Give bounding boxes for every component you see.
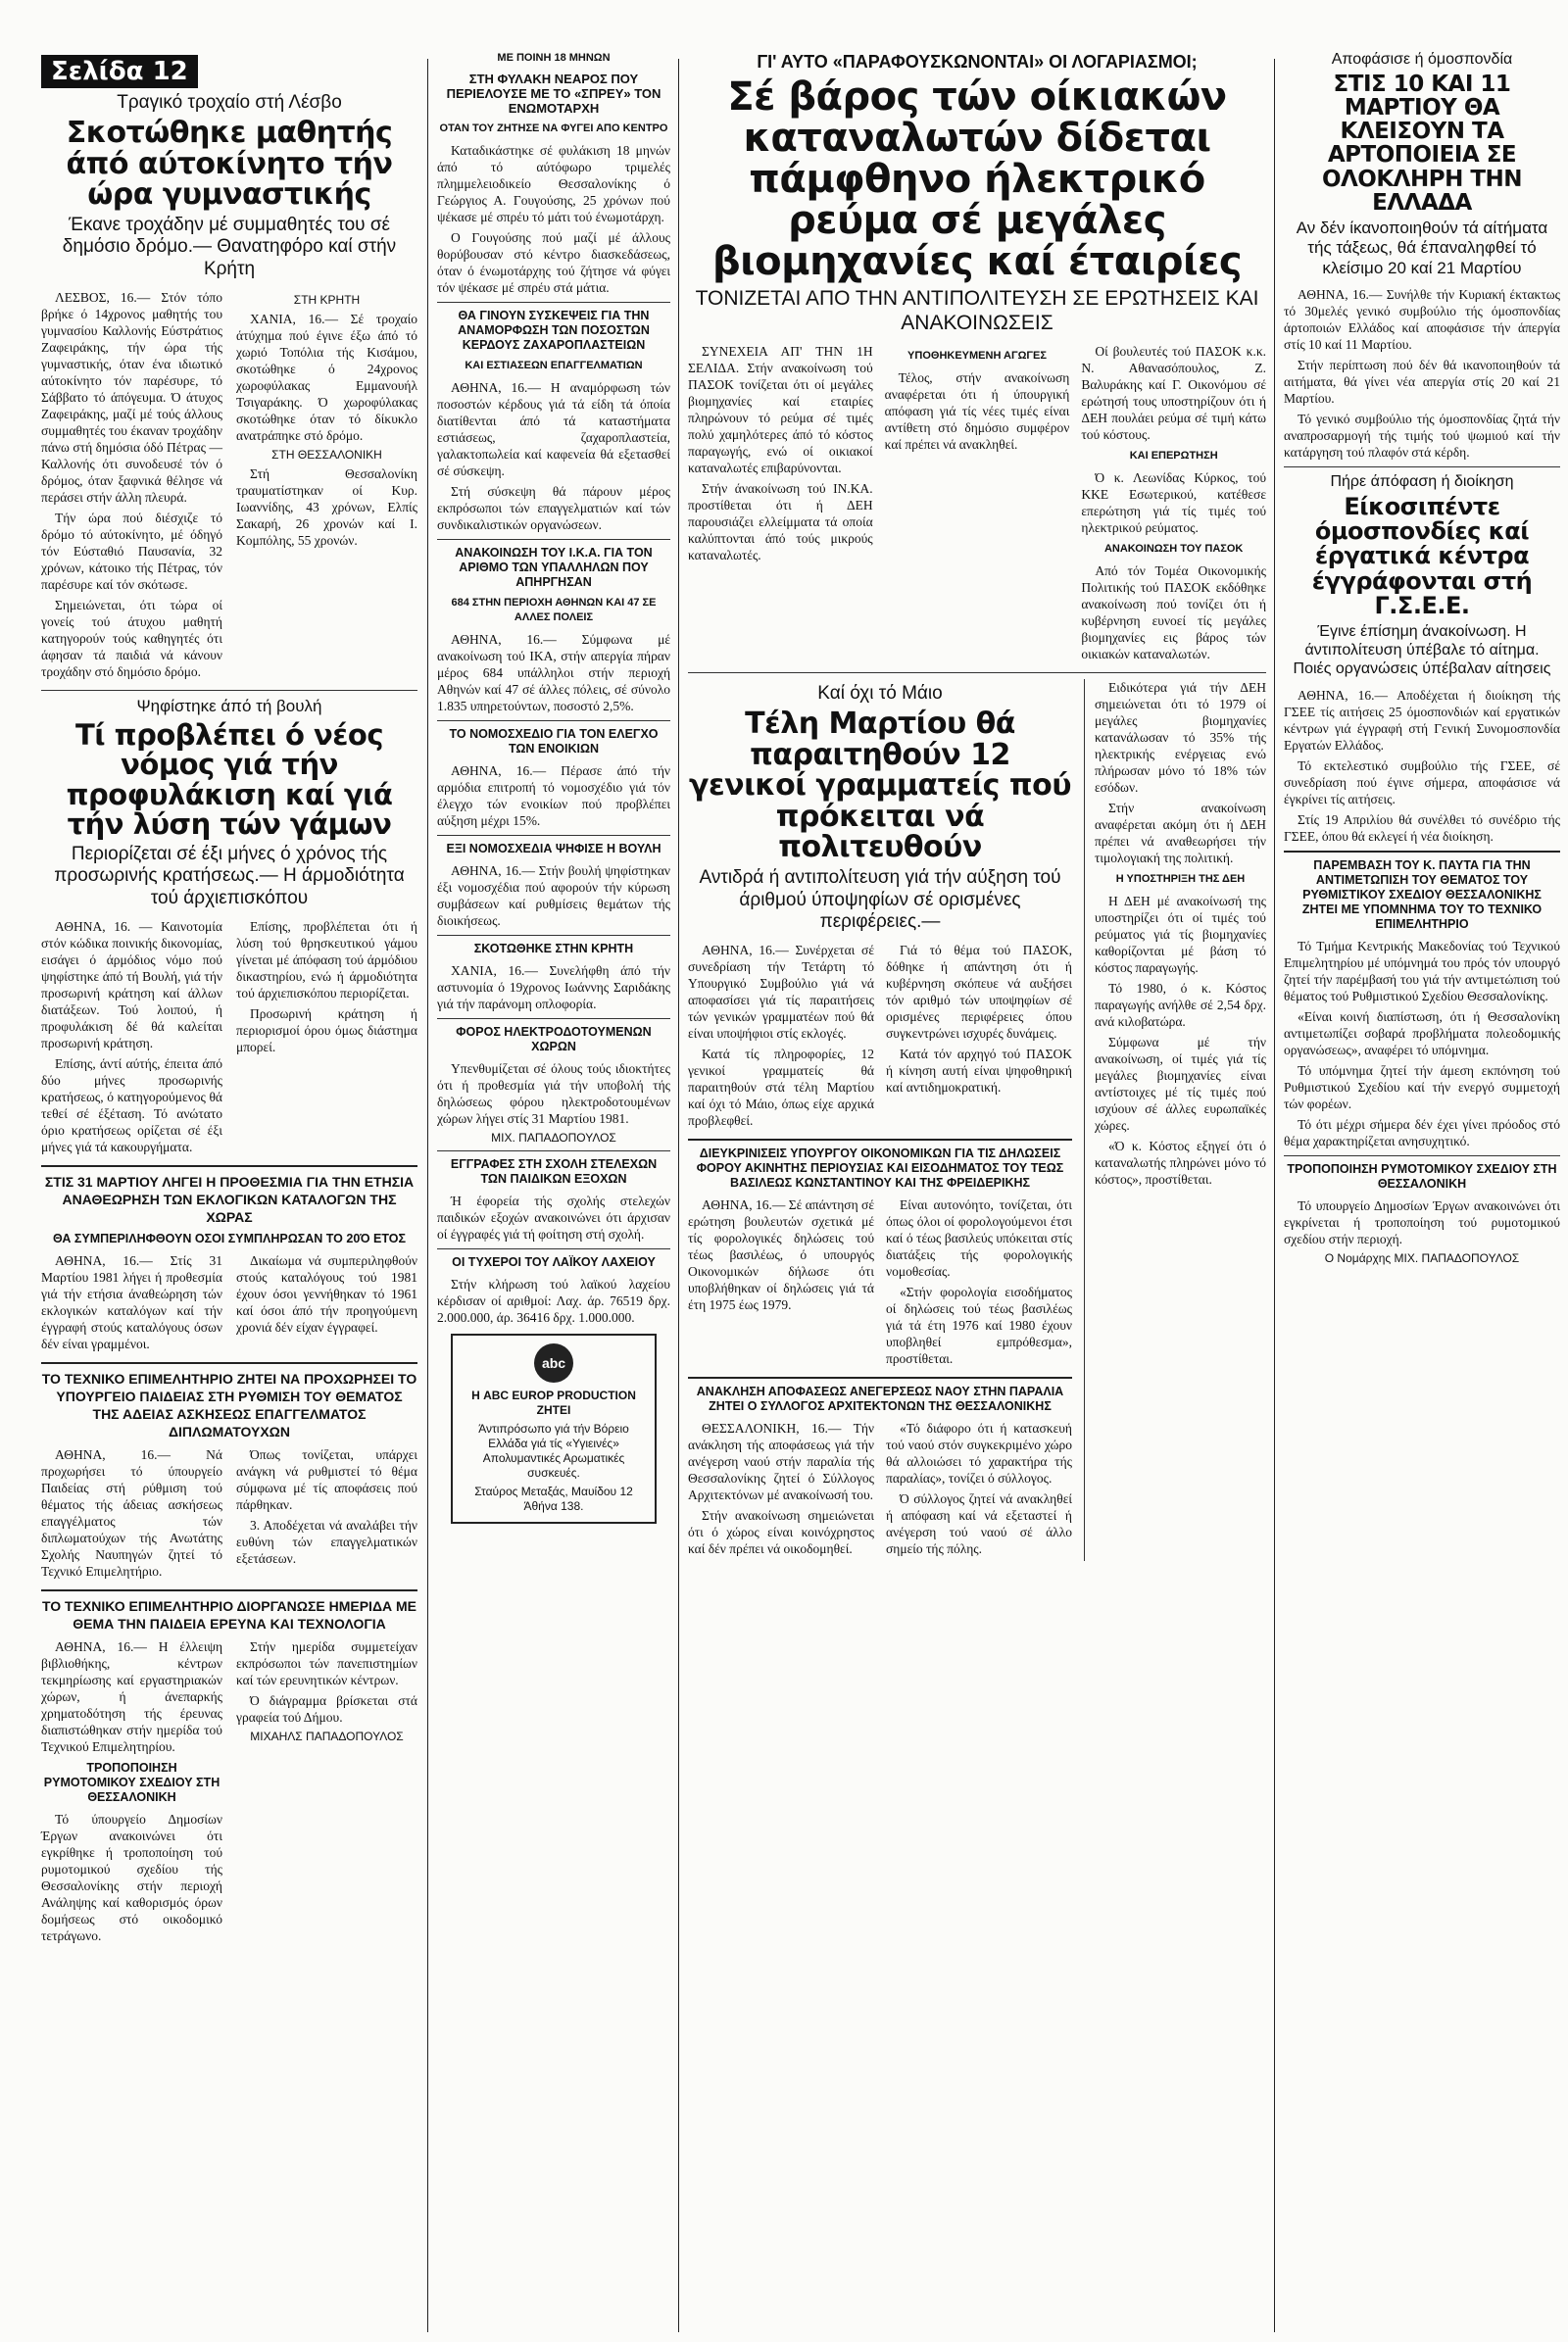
divider bbox=[437, 720, 670, 721]
article-kicker: ΓΙ' ΑΥΤΟ «ΠΑΡΑΦΟΥΣΚΩΝΟΝΤΑΙ» ΟΙ ΛΟΓΑΡΙΑΣΜΟΙ; bbox=[757, 52, 1198, 72]
signature: Ο Νομάρχης ΜΙΧ. ΠΑΠΑΔΟΠΟΥΛΟΣ bbox=[1324, 1250, 1520, 1265]
article-kicker: Καί όχι τό Μάιο bbox=[817, 683, 943, 705]
section-subhead: ΑΝΑΚΟΙΝΩΣΗ ΤΟΥ ΠΑΣΟΚ bbox=[1103, 543, 1244, 556]
article-headline: ΟΙ ΤΥΧΕΡΟΙ ΤΟΥ ΛΑΪΚΟΥ ΛΑΧΕΙΟΥ bbox=[452, 1255, 656, 1269]
article-headline: ΠΑΡΕΜΒΑΣΗ ΤΟΥ Κ. ΠΑΥΤΑ ΓΙΑ ΤΗΝ ΑΝΤΙΜΕΤΩΠΙΣΗ ΤΟΥ ΘΕΜΑΤΟΣ ΤΟΥ ΡΥΘΜΙΣΤΙΚΟΥ ΣΧΕΔΙΟΥ ΘΕΣΣΑΛΟΝΙΚΗΣ ΖΗΤΕΙ ΜΕ ΥΠΟΜΝΗΜΑ ΤΟΥ ΤΟ ΤΕΧΝΙΚΟ ΕΠΙΜΕΛΗΤΗΡΙΟ bbox=[1301, 857, 1543, 931]
article-headline: ΣΚΟΤΩΘΗΚΕ ΣΤΗΝ ΚΡΗΤΗ bbox=[473, 942, 634, 955]
article-paragraph: Στίς 19 Απριλίου θά συνέλθει τό συνέδριο τής ΓΣΕΕ, όπου θά εκλεγεί ή νέα διοίκηση. bbox=[1284, 811, 1560, 844]
divider bbox=[41, 1589, 417, 1591]
classified-ad bbox=[451, 1334, 657, 1524]
article-paragraph: Στήν κλήρωση τού λαϊκού λαχείου κέρδισαν οί αριθμοί: Λαχ. άρ. 76519 δρχ. 2.000.000, άρ. 36416 δρχ. 1.000.000. bbox=[437, 1277, 670, 1325]
article-thessaloniki-plan bbox=[1284, 858, 1560, 1149]
article-paragraph: Τό εκτελεστικό συμβούλιο τής ΓΣΕΕ, σέ συνεδρίαση πού έγινε σήμερα, αποφάσισε νά έγκρίνει τίς αιτήσεις. bbox=[1284, 757, 1560, 806]
section-subhead: ΥΠΟΘΗΚΕΥΜΕΝΗ ΑΓΩΓΕΣ bbox=[907, 350, 1047, 363]
article-lesvos-accident bbox=[41, 92, 417, 684]
article-paragraph: ΑΘΗΝΑ, 16. — Καινοτομία στόν κώδικα ποινικής δικονομίας, εισάγει ό άρμόδιος νόμο πού ψηφίστηκε άπό τή Βουλή, γιά τήν προσωρινή κράτηση καί άλλων διατάξεων. Τού λοιπού, ή προφυλάκιση δέ θά καλείται προσωρινή κράτηση. bbox=[41, 919, 222, 1051]
divider bbox=[437, 302, 670, 303]
divider bbox=[41, 1362, 417, 1364]
article-headline: ΣΤΙΣ 31 ΜΑΡΤΙΟΥ ΛΗΓΕΙ Η ΠΡΟΘΕΣΜΙΑ ΓΙΑ ΤΗΝ ΕΤΗΣΙΑ ΑΝΑΘΕΩΡΗΣΗ ΤΩΝ ΕΚΛΟΓΙΚΩΝ ΚΑΤΑΛΟΓΩΝ ΤΗΣ ΧΩΡΑΣ bbox=[44, 1174, 415, 1226]
article-secretaries-resign bbox=[688, 683, 1072, 1133]
section-subhead: ΣΤΗ ΘΕΣΣΑΛΟΝΙΚΗ bbox=[271, 447, 382, 462]
divider bbox=[437, 1150, 670, 1151]
article-headline: ΤΟ ΤΕΧΝΙΚΟ ΕΠΙΜΕΛΗΤΗΡΙΟ ΖΗΤΕΙ ΝΑ ΠΡΟΧΩΡΗΣΕΙ ΤΟ ΥΠΟΥΡΓΕΙΟ ΠΑΙΔΕΙΑΣ ΣΤΗ ΡΥΘΜΙΣΗ ΤΟΥ ΘΕΜΑΤΟΣ ΤΗΣ ΑΔΕΙΑΣ ΑΣΚΗΣΕΩΣ ΕΠΑΓΓΕΛΜΑΤΟΣ ΔΙΠΛΩΜΑΤΟΥΧΩΝ bbox=[41, 1371, 417, 1440]
article-paragraph: ΛΕΣΒΟΣ, 16.— Στόν τόπο βρήκε ό 14χρονος μαθητής του γυμνασίου Καλλονής Εύστράτιος Ζαφειράκης, τήν ώρα τής γυμναστικής, όταν ένα ιδιωτικό αύτοκίνητο τόν παρέσυρε, τό Σάββατο τό άπόγευμα. Ό άτυχος Ζαφειράκης, μαζί μέ τούς άλλους συμμαθητές του έκαναν τροχάδην πάνω στή δημόσια όδό Πέτρας — Καλλονής ότι συνοδευσέ τόν ό δρόμος, όταν ξαφνικά θέλησε νά περάσει στήν άλλη πλευρά. bbox=[41, 289, 222, 505]
signature: ΜΙΧΑΗΛΣ ΠΑΠΑΔΟΠΟΥΛΟΣ bbox=[250, 1730, 404, 1744]
article-camp-school bbox=[437, 1157, 670, 1243]
ad-body: Άντιπρόσωπο γιά τήν Βόρειο Ελλάδα γιά τίς «Υγιεινές» Απολυμαντικές Αρωματικές συσκευές. bbox=[478, 1422, 629, 1480]
article-paragraph: Στή σύσκεψη θά πάρουν μέρος εκπρόσωποι τών επαγγελματιών καί τών συνδικαλιστικών οργανώσεων. bbox=[437, 484, 670, 532]
article-rent-control bbox=[437, 727, 670, 829]
article-paragraph: Στήν άνακοίνωση τού ΙΝ.ΚΑ. προστίθεται ότι ή ΔΕΗ παρουσιάζει ελλείμματα τά οποία καλύπτονται άπό τούς μικρούς καταναλωτές. bbox=[688, 481, 873, 563]
article-headline: ΑΝΑΚΛΗΣΗ ΑΠΟΦΑΣΕΩΣ ΑΝΕΓΕΡΣΕΩΣ ΝΑΟΥ ΣΤΗΝ ΠΑΡΑΛΙΑ ΖΗΤΕΙ Ο ΣΥΛΛΟΓΟΣ ΑΡΧΙΤΕΚΤΟΝΩΝ ΤΗΣ ΘΕΣΣΑΛΟΝΙΚΗΣ bbox=[696, 1385, 1064, 1414]
article-church-seafront bbox=[688, 1385, 1072, 1561]
article-paragraph: ΣΥΝΕΧΕΙΑ ΑΠ' ΤΗΝ 1Η ΣΕΛΙΔΑ. Στήν ανακοίνωση τού ΠΑΣΟΚ τονίζεται ότι οί μεγάλες βιομηχανίες καί εταιρίες πληρώνουν τό ρεύμα σέ τιμές πολύ χαμηλότερες άπό τό κόστος παραγωγής, ενώ οί οικιακοί καταναλωτές επιβαρύνονται. bbox=[688, 344, 873, 476]
article-paragraph: Τό 1980, ό κ. Κόστος παραγωγής ανήλθε σέ 2,54 δρχ. ανά κιλοβατώρα. bbox=[1095, 981, 1266, 1030]
article-paragraph: Τό υπουργείο Δημοσίων Έργων ανακοινώνει ότι εγκρίνεται ή τροποποίηση τού ρυμοτομικού σχεδίου στήν περιοχή. bbox=[1284, 1197, 1560, 1246]
article-kicker: ΜΕ ΠΟΙΝΗ 18 ΜΗΝΩΝ bbox=[497, 52, 611, 64]
article-headline: ΣΤΙΣ 10 ΚΑΙ 11 ΜΑΡΤΙΟΥ ΘΑ ΚΛΕΙΣΟΥΝ ΤΑ ΑΡΤΟΠΟΙΕΙΑ ΣΕ ΟΛΟΚΛΗΡΗ ΤΗΝ ΕΛΛΑΔΑ bbox=[1321, 72, 1523, 216]
divider bbox=[1284, 1155, 1560, 1156]
article-bakeries-strike bbox=[1284, 51, 1560, 461]
article-paragraph: Προσωρινή κράτηση ή περιορισμοί όρου όμως διάστημα μπορεί. bbox=[236, 1006, 417, 1055]
divider bbox=[1284, 851, 1560, 853]
article-subheadline: 684 ΣΤΗΝ ΠΕΡΙΟΧΗ ΑΘΗΝΩΝ ΚΑΙ 47 ΣΕ ΑΛΛΕΣ ΠΟΛΕΙΣ bbox=[451, 597, 657, 623]
divider bbox=[41, 690, 417, 691]
article-kicker: Ψηφίστηκε άπό τή βουλή bbox=[136, 696, 322, 715]
article-kicker: Πήρε άπόφαση ή διοίκηση bbox=[1330, 473, 1514, 491]
divider bbox=[437, 1248, 670, 1249]
column-4 bbox=[1284, 0, 1560, 1269]
page-number-badge bbox=[41, 55, 417, 88]
article-paragraph: Τό γενικό συμβούλιο τής όμοσπονδίας ζητά τήν αναπροσαρμογή τής τιμής τού ψωμιού καί τήν κατάργηση τού πλαφόν στά κέρδη. bbox=[1284, 412, 1560, 461]
article-gsee-registration bbox=[1284, 473, 1560, 845]
article-headline: ΦΟΡΟΣ ΗΛΕΚΤΡΟΔΟΤΟΥΜΕΝΩΝ ΧΩΡΩΝ bbox=[456, 1025, 652, 1053]
article-paragraph: Ο Γουγούσης πού μαζί μέ άλλους θορύβουσαν στό κέντρο διασκεδάσεως, όταν ό ένωμοτάρχης τού ζήτησε νά φύγει τόν ψέκασε μέ σπρέυ στά μάτια. bbox=[437, 230, 670, 295]
article-paragraph: ΧΑΝΙΑ, 16.— Συνελήφθη άπό τήν αστυνομία ό 19χρονος Ιωάννης Σαριδάκης γιά τήν παράνομη οπλοφορία. bbox=[437, 963, 670, 1011]
divider bbox=[437, 935, 670, 936]
column-2 bbox=[437, 0, 670, 1532]
article-paragraph: Από τόν Τομέα Οικονομικής Πολιτικής τού ΠΑΣΟΚ εκδόθηκε ανακοίνωση πού τονίζει ότι ή κυβέρνηση ευνοεί τίς μεγάλες βιομηχανίες εις βάρος τών οικιακών καταναλωτών. bbox=[1081, 563, 1267, 662]
article-deck: Έγινε έπίσημη άνακοίνωση. Η άντιπολίτευση ύπέβαλε τό αίτημα. Ποιές οργανώσεις ύπέβαλαν αίτησεις bbox=[1293, 622, 1551, 678]
article-paragraph: ΑΘΗΝΑ, 16.— Συνήλθε τήν Κυριακή έκτακτως τό 30μελές γενικό συμβούλιο τής όμοσπονδίας άρτοποιών Ελλάδος καί αποφάσισε τήν άπεργία στίς 10 καί 11 Μαρτίου. bbox=[1284, 287, 1560, 353]
article-headline: Σέ βάρος τών οίκιακών καταναλωτών δίδεται πάμφθηνο ήλεκτρικό ρεύμα σέ μεγάλες βιομηχανίες καί έταιρίες bbox=[711, 74, 1243, 284]
article-paragraph: Όπως τονίζεται, υπάρχει ανάγκη νά ρυθμιστεί τό θέμα σύμφωνα μέ τίς αποφάσεις πού πάρθηκαν. bbox=[236, 1447, 417, 1513]
article-headline: ΘΑ ΓΙΝΟΥΝ ΣΥΣΚΕΨΕΙΣ ΓΙΑ ΤΗΝ ΑΝΑΜΟΡΦΩΣΗ ΤΩΝ ΠΟΣΟΣΤΩΝ ΚΕΡΔΟΥΣ ΖΑΧΑΡΟΠΛΑΣΤΕΙΩΝ bbox=[458, 309, 650, 352]
article-six-bills bbox=[437, 842, 670, 929]
article-headline: Τέλη Μαρτίου θά παραιτηθούν 12 γενικοί γραμματείς πού πρόκειται νά πολιτευθούν bbox=[689, 707, 1071, 865]
column-rule bbox=[1274, 59, 1275, 2332]
article-paragraph: Κατά τόν αρχηγό τού ΠΑΣΟΚ ή κίνηση αυτή είναι ψηφοθηρική καί αντιδημοκρατική. bbox=[886, 1047, 1072, 1096]
article-paragraph: Τήν ώρα πού διέσχιζε τό δρόμο τό αύτοκίνητο, μέ όδηγό τόν Εύσταθιό Παυσανία, 32 χρόνων, κάτοικο τής Πέτρας, τόν παρέσυρε καί τόν σκότωσε. bbox=[41, 510, 222, 592]
article-paragraph: ΧΑΝΙΑ, 16.— Σέ τροχαίο άτύχημα πού έγινε έξω άπό τό χωριό Τοπόλια τής Κισάμου, σκοτώθηκε ό 24χρονος χωροφύλακας Εμμανουήλ Τσιγαράκης. Ό χωροφύλακας σκοτώθηκε όταν τό δίκυκλο ανατράπηκε στό δρόμο. bbox=[236, 311, 417, 443]
ad-contact: Σταύρος Μεταξάς, Μαυίδου 12 Άθήνα 138. bbox=[474, 1485, 633, 1513]
article-paragraph: ΑΘΗΝΑ, 16.— Σέ απάντηση σέ ερώτηση βουλευτών σχετικά μέ τίς φορολογικές δηλώσεις τού τέως βασιλέως, ό υπουργός Οικονομικών δήλωσε ότι υποβλήθηκαν οί δηλώσεις γιά τά έτη 1975 έως 1979. bbox=[688, 1197, 874, 1313]
article-paragraph: Κατά τίς πληροφορίες, 12 γενικοί γραμματείς θά παραιτηθούν στά τέλη Μαρτίου καί όχι τό Μάιο, όπως είχε αρχικά προβλεφθεί. bbox=[688, 1047, 874, 1129]
article-paragraph: ΑΘΗΝΑ, 16.— Στίς 31 Μαρτίου 1981 λήγει ή προθεσμία γιά τήν ετήσια άναθεώρηση τών εκλογικών καταλόγων καί τήν έγγραφή στούς καταλόγους όσων δέν είναι γραμμένοι. bbox=[41, 1253, 222, 1352]
article-electricity-tax bbox=[437, 1025, 670, 1145]
article-spray-prison bbox=[437, 51, 670, 296]
article-paragraph: Υπενθυμίζεται σέ όλους τούς ιδιοκτήτες ότι ή προθεσμία γιά τήν υποβολή τής δηλώσεως φόρου ηλεκτροδοτουμένων χώρων λήγει στίς 31 Μαρτίου 1981. bbox=[437, 1061, 670, 1126]
article-paragraph: «Τό διάφορο ότι ή κατασκευή τού ναού στόν συγκεκριμένο χώρο θά αλλοιώσει τό χαρακτήρα τής παραλίας», τονίζει ό σύλλογος. bbox=[886, 1421, 1072, 1487]
article-paragraph: «Στήν φορολογία εισοδήματος οί δηλώσεις τού τέως βασιλέως γιά τά έτη 1976 καί 1980 έχουν υποβληθεί εμπρόθεσμα», προστίθεται. bbox=[886, 1285, 1072, 1367]
article-paragraph: Η ΔΕΗ μέ ανακοίνωσή της υποστηρίζει ότι οί τιμές τού ρεύματος γιά τίς βιομηχανίες καθορίζονται μέ βάση τό κόστος παραγωγής. bbox=[1095, 894, 1266, 976]
article-lottery bbox=[437, 1255, 670, 1326]
article-headline: Τί προβλέπει ό νέος νόμος γιά τήν προφυλάκιση καί γιά τήν λύση τών γάμων bbox=[66, 717, 393, 842]
article-electoral-lists bbox=[41, 1173, 417, 1356]
article-deck: Έκανε τροχάδην μέ συμμαθητές του σέ δημόσιο δρόμο.— Θανατηφόρο καί στήν Κρήτη bbox=[62, 214, 397, 280]
article-paragraph: Επίσης, άντί αύτής, έπειτα άπό δύο μήνες προσωρινής κρατήσεως, ό κατηγορούμενος θά τεθεί σέ έξέταση. Τό ανώτατο όριο κρατήσεως ορίζεται σέ έξι μήνες γιά τά κακουργήματα. bbox=[41, 1056, 222, 1155]
article-headline: ΤΡΟΠΟΠΟΙΗΣΗ ΡΥΜΟΤΟΜΙΚΟΥ ΣΧΕΔΙΟΥ ΣΤΗ ΘΕΣΣΑΛΟΝΙΚΗ bbox=[1287, 1161, 1557, 1191]
article-paragraph: ΑΘΗΝΑ, 16.— Πέρασε άπό τήν αρμόδια επιτροπή τό νομοσχέδιο γιά τόν έλεγχο τών ενοικίων πού προβλέπει αύξηση μέχρι 15%. bbox=[437, 763, 670, 828]
divider bbox=[1284, 466, 1560, 467]
article-subheadline: ΟΤΑΝ ΤΟΥ ΖΗΤΗΣΕ ΝΑ ΦΥΓΕΙ ΑΠΟ ΚΕΝΤΡΟ bbox=[439, 122, 668, 134]
divider bbox=[688, 672, 1266, 673]
section-subhead: Η ΥΠΟΣΤΗΡΙΞΗ ΤΗΣ ΔΕΗ bbox=[1115, 873, 1246, 886]
article-subheadline: ΚΑΙ ΕΣΤΙΑΣΕΩΝ ΕΠΑΓΓΕΛΜΑΤΙΩΝ bbox=[465, 360, 643, 371]
ad-title: Η ABC EUROP PRODUCTION ΖΗΤΕΙ bbox=[471, 1389, 636, 1417]
article-paragraph: 3. Αποδέχεται νά αναλάβει τήν ευθύνη τών επαγγελματικών εξετάσεων. bbox=[236, 1518, 417, 1567]
article-paragraph: Τέλος, στήν ανακοίνωση αναφέρεται ότι ή ύπουργική απόφαση γιά τίς νέες τιμές είναι αντίθετη στό δημόσιο συμφέρον καί πρέπει νά ανακληθεί. bbox=[884, 370, 1070, 453]
article-electricity-prices bbox=[688, 53, 1266, 666]
article-paragraph: Τό ότι μέχρι σήμερα δέν έχει γίνει πρόοδος στό θέμα χαρακτηρίζεται ανησυχητικό. bbox=[1284, 1116, 1560, 1148]
article-paragraph: Τό υπόμνημα ζητεί τήν άμεση εκπόνηση τού Ρυθμιστικού Σχεδίου καί τήν ενεργό συμμετοχή τών φορέων. bbox=[1284, 1062, 1560, 1111]
article-paragraph: ΑΘΗΝΑ, 16.— Στήν βουλή ψηφίστηκαν έξι νομοσχέδια πού αφορούν τήν κύρωση συμβάσεων καί ρυθμίσεις θεμάτων τής διοικήσεως. bbox=[437, 863, 670, 928]
article-technical-chamber-seminar bbox=[41, 1597, 417, 1948]
article-paragraph: ΑΘΗΝΑ, 16.— Η αναμόρφωση τών ποσοστών κέρδους γιά τά είδη τά όποία διατίθενται άπό τά καταστήματα εστιάσεως, ζαχαροπλαστεία, γαλακτοπωλεία καί καφενεία θά εξετασθεί σέ σύσκεψη. bbox=[437, 380, 670, 478]
column-rule bbox=[427, 59, 428, 2332]
article-headline: ΤΟ ΤΕΧΝΙΚΟ ΕΠΙΜΕΛΗΤΗΡΙΟ ΔΙΟΡΓΑΝΩΣΕ ΗΜΕΡΙΔΑ ΜΕ ΘΕΜΑ ΤΗΝ ΠΑΙΔΕΙΑ ΕΡΕΥΝΑ ΚΑΙ ΤΕΧΝΟΛΟΓΙΑ bbox=[41, 1598, 417, 1633]
article-headline: Είκοσιπέντε όμοσπονδίες καί έργατικά κέντρα έγγράφονται στή Γ.Σ.Ε.Ε. bbox=[1311, 493, 1533, 619]
signature: ΜΙΧ. ΠΑΠΑΔΟΠΟΥΛΟΣ bbox=[491, 1131, 616, 1145]
column-rule bbox=[678, 59, 679, 2332]
article-paragraph: ΑΘΗΝΑ, 16.— Σύμφωνα μέ ανακοίνωση τού ΙΚΑ, στήν απεργία πήραν μέρος 684 υπάλληλοι στήν περιοχή Αθηνών καί 47 σέ άλλες πόλεις, σέ σύνολο 1.835 υπηρετούντων, ποσοστό 2,5%. bbox=[437, 632, 670, 713]
article-paragraph: Ό σύλλογος ζητεί νά ανακληθεί ή απόφαση καί νά εξεταστεί ή ανέγερση τού ναού σέ άλλο σημείο τής πόλης. bbox=[886, 1491, 1072, 1557]
article-headline: ΕΓΓΡΑΦΕΣ ΣΤΗ ΣΧΟΛΗ ΣΤΕΛΕΧΩΝ ΤΩΝ ΠΑΙΔΙΚΩΝ ΕΞΟΧΩΝ bbox=[450, 1157, 658, 1186]
article-crete bbox=[437, 942, 670, 1012]
article-headline: ΣΤΗ ΦΥΛΑΚΗ ΝΕΑΡΟΣ ΠΟΥ ΠΕΡΙΕΛΟΥΣΕ ΜΕ ΤΟ «ΣΠΡΕΥ» ΤΟΝ ΕΝΩΜΟΤΑΡΧΗ bbox=[446, 72, 662, 116]
section-subhead: ΣΤΗ ΚΡΗΤΗ bbox=[293, 292, 361, 307]
divider bbox=[688, 1377, 1072, 1379]
article-electricity-continued bbox=[1084, 679, 1266, 1561]
article-subheadline: ΤΡΟΠΟΠΟΙΗΣΗ ΡΥΜΟΤΟΜΙΚΟΥ ΣΧΕΔΙΟΥ ΣΤΗ ΘΕΣΣΑΛΟΝΙΚΗ bbox=[43, 1761, 220, 1805]
article-paragraph: Δικαίωμα νά συμπεριληφθούν στούς καταλόγους τού 1981 έχουν όσοι γεννήθηκαν τό 1961 καί όσοι άπό τήν προηγούμενη χρονιά δέν είχαν έγγραφεί. bbox=[236, 1253, 417, 1336]
article-headline: ΑΝΑΚΟΙΝΩΣΗ ΤΟΥ Ι.Κ.Α. ΓΙΑ ΤΟΝ ΑΡΙΘΜΟ ΤΩΝ ΥΠΑΛΛΗΛΩΝ ΠΟΥ ΑΠΗΡΓΗΣΑΝ bbox=[455, 546, 653, 589]
article-paragraph: Καταδικάστηκε σέ φυλάκιση 18 μηνών άπό τό αύτόφωρο τριμελές πλημμελειοδικείο Θεσσαλονίκης ό Γεώργιος Α. Γουγούσης, 25 χρόνων πού ψέκασε μέ σπρέυ τό μάτι τού ένωμοτάρχη. bbox=[437, 143, 670, 224]
divider bbox=[688, 1139, 1072, 1141]
article-paragraph: Στή Θεσσαλονίκη τραυματίστηκαν οί Κυρ. Ιωαννίδης, 43 χρόνων, Ελπίς Σακαρή, 26 χρονών καί Ι. Κομπόλης, 55 χρονών. bbox=[236, 465, 417, 548]
article-paragraph: Ειδικότερα γιά τήν ΔΕΗ σημειώνεται ότι τό 1979 οί μεγάλες βιομηχανίες κατανάλωσαν τό 35% τής ηλεκτρικής ενέργειας ενώ πλήρωσαν μόνο τό 18% τών εσόδων. bbox=[1095, 680, 1266, 796]
article-ika-strike bbox=[437, 546, 670, 714]
article-paragraph: Στήν ανακοίνωση σημειώνεται ότι ό χώρος είναι κοινόχρηστος καί δέν πρέπει νά οικοδομηθεί. bbox=[688, 1508, 874, 1557]
article-paragraph: ΑΘΗΝΑ, 16.— Αποδέχεται ή διοίκηση τής ΓΣΕΕ τίς αιτήσεις 25 όμοσπονδιών καί εργατικών κέντρων γιά έγγραφή στή Γενική Συνομοσπονδία Εργατών Ελλάδος. bbox=[1284, 687, 1560, 753]
article-profit-margins bbox=[437, 309, 670, 533]
article-paragraph: Στήν ανακοίνωση αναφέρεται ακόμη ότι ή ΔΕΗ πρέπει νά αναθεωρήσει τήν τιμολογιακή της πολιτική. bbox=[1095, 801, 1266, 866]
article-paragraph: Οί βουλευτές τού ΠΑΣΟΚ κ.κ. Ν. Αθανασόπουλος, Ζ. Βαλυράκης καί Γ. Οικονόμου σέ ερώτησή τους υποστηρίζουν ότι ή ΔΕΗ πουλάει ρεύμα σέ τιμή κάτω τού κόστους. bbox=[1081, 344, 1267, 443]
section-subhead: ΚΑΙ ΕΠΕΡΩΤΗΣΗ bbox=[1129, 450, 1218, 463]
article-headline: ΤΟ ΝΟΜΟΣΧΕΔΙΟ ΓΙΑ ΤΟΝ ΕΛΕΓΧΟ ΤΩΝ ΕΝΟΙΚΙΩΝ bbox=[449, 727, 659, 756]
abc-logo: abc bbox=[534, 1343, 573, 1383]
article-paragraph: Ό διάγραμμα βρίσκεται στά γραφεία τού Δήμου. bbox=[236, 1693, 417, 1726]
article-paragraph: «Ό κ. Κόστος εξηγεί ότι ό καταναλωτής πληρώνει μόνο τό κόστος», προστίθεται. bbox=[1095, 1139, 1266, 1188]
article-zoning-change bbox=[1284, 1162, 1560, 1265]
article-headline: ΕΞΙ ΝΟΜΟΣΧΕΔΙΑ ΨΗΦΙΣΕ Η ΒΟΥΛΗ bbox=[446, 842, 662, 855]
article-subheadline: ΘΑ ΣΥΜΠΕΡΙΛΗΦΘΟΥΝ ΟΣΟΙ ΣΥΜΠΛΗΡΩΣΑΝ ΤΟ 20Ό ΕΤΟΣ bbox=[52, 1232, 407, 1246]
article-deck: Περιορίζεται σέ έξι μήνες ό χρόνος τής προσωρινής κρατήσεως.— Η άρμοδιότητα τού άρχιεπισκόπου bbox=[54, 843, 405, 909]
article-technical-chamber-licenses bbox=[41, 1370, 417, 1584]
article-former-king-taxes bbox=[688, 1147, 1072, 1371]
article-paragraph: Ή έφορεία τής σχολής στελεχών παιδικών εξοχών ανακοινώνει ότι άρχισαν οί έγγραφές γιά τή φοίτηση στή σχολή. bbox=[437, 1194, 670, 1242]
article-paragraph: ΑΘΗΝΑ, 16.— Συνέρχεται σέ συνεδρίαση τήν Τετάρτη τό Υπουργικό Συμβούλιο γιά νά αποφασίσει γιά τίς παραιτήσεις τών γενικών γραμματέων πού θά είναι υποψήφιοι στίς εκλογές. bbox=[688, 943, 874, 1042]
article-kicker: Αποφάσισε ή όμοσπονδία bbox=[1331, 51, 1513, 68]
divider bbox=[437, 835, 670, 836]
article-paragraph: Τό ύπουργείο Δημοσίων Έργων ανακοινώνει ότι εγκρίθηκε ή τροποποίηση τού ρυμοτομικού σχεδίου τής Θεσσαλονίκης στήν περιοχή Ανάληψης καί καθορισμός όρων δομήσεως στό οικοδομικό τετράγωνο. bbox=[41, 1812, 222, 1944]
page-label: Σελίδα 12 bbox=[41, 55, 198, 88]
article-paragraph: Ό κ. Λεωνίδας Κύρκος, τού ΚΚΕ Εσωτερικού, κατέθεσε επερώτηση γιά τίς τιμές τού ηλεκτρικού ρεύματος. bbox=[1081, 470, 1267, 536]
divider bbox=[437, 539, 670, 540]
article-kicker: Τραγικό τροχαίο στή Λέσβο bbox=[117, 92, 342, 113]
article-paragraph: Είναι αυτονόητο, τονίζεται, ότι όπως όλοι οί φορολογούμενοι έτσι καί ό τέως βασιλεύς υπόκειται στίς διατάξεις τής φορολογικής νομοθεσίας. bbox=[886, 1197, 1072, 1280]
article-paragraph: Γιά τό θέμα τού ΠΑΣΟΚ, δόθηκε ή απάντηση ότι ή κυβέρνηση σκόπευε νά αυξήσει τόν αριθμό τών υποψηφίων σέ ορισμένες περιφέρειες όπου συγκεντρώνει ισχυρές δυνάμεις. bbox=[886, 943, 1072, 1042]
article-headline: ΔΙΕΥΚΡΙΝΙΣΕΙΣ ΥΠΟΥΡΓΟΥ ΟΙΚΟΝΟΜΙΚΩΝ ΓΙΑ ΤΙΣ ΔΗΛΩΣΕΙΣ ΦΟΡΟΥ ΑΚΙΝΗΤΗΣ ΠΕΡΙΟΥΣΙΑΣ ΚΑΙ ΕΙΣΟΔΗΜΑΤΟΣ ΤΟΥ ΤΕΩΣ ΒΑΣΙΛΕΩΣ ΚΩΝΣΤΑΝΤΙΝΟΥ ΚΑΙ ΤΗΣ ΦΡΕΙΔΕΡΙΚΗΣ bbox=[696, 1147, 1064, 1191]
divider bbox=[437, 1018, 670, 1019]
article-deck: Αν δέν ίκανοποιηθούν τά αίτήματα τής τάξεως, θά έπαναληφθεί τό κλείσιμο 20 καί 21 Μαρτίου bbox=[1296, 218, 1548, 277]
article-paragraph: Σημειώνεται, ότι τώρα οί γονείς τού άτυχου μαθητή κατηγορούν τούς καθηγητές ότι άφησαν τά παιδιά νά κάνουν τροχάδην στό δημόσιο δρόμο. bbox=[41, 597, 222, 679]
article-paragraph: Σύμφωνα μέ τήν ανακοίνωση, οί τιμές γιά τίς μεγάλες βιομηχανίες είναι αντίστοιχες μέ τίς τιμές πού ισχύουν σέ άλλες ευρωπαϊκές χώρες. bbox=[1095, 1035, 1266, 1134]
article-paragraph: «Είναι κοινή διαπίστωση, ότι ή Θεσσαλονίκη αντιμετωπίζει σοβαρά προβλήματα πολεοδομικής οργανώσεως», αναφέρει τό υπόμνημα. bbox=[1284, 1008, 1560, 1057]
article-law-detention bbox=[41, 697, 417, 1159]
divider bbox=[41, 1165, 417, 1167]
article-paragraph: Τό Τμήμα Κεντρικής Μακεδονίας τού Τεχνικού Επιμελητηρίου μέ υπόμνημά του πρός τόν υπουργό ζητεί τήν παρέμβασή του γιά τήν αντιμετώπιση τού θέματος τού Ρυθμιστικού Σχεδίου Θεσσαλονίκης. bbox=[1284, 938, 1560, 1003]
article-paragraph: ΑΘΗΝΑ, 16.— Νά προχωρήσει τό ύπουργείο Παιδείας στή ρύθμιση τού θέματος τής άδειας ασκήσεως επαγγέλματος τών διπλωματούχων τής Ανωτάτης Σχολής Ναυπηγών ζητεί τό Τεχνικό Επιμελητήριο. bbox=[41, 1447, 222, 1580]
article-paragraph: Στήν ημερίδα συμμετείχαν εκπρόσωποι τών πανεπιστημίων καί τών ερευνητικών κέντρων. bbox=[236, 1639, 417, 1688]
column-1 bbox=[41, 0, 417, 1948]
column-3 bbox=[688, 0, 1266, 1561]
article-paragraph: ΑΘΗΝΑ, 16.— Η έλλειψη βιβλιοθήκης, κέντρων τεκμηρίωσης καί εργαστηριακών χώρων, ή άνεπαρκής χρηματοδότηση τής έρευνας διαπιστώθηκαν στήν ημερίδα τού Τεχνικού Επιμελητηρίου. bbox=[41, 1639, 222, 1755]
article-paragraph: Επίσης, προβλέπεται ότι ή λύση τού θρησκευτικού γάμου γίνεται μέ άπόφαση τού άρμόδιου δικαστηρίου, ενώ ή άρμοδιότητα τού άρχιεπισκόπου περιορίζεται. bbox=[236, 919, 417, 1001]
article-deck: ΤΟΝΙΖΕΤΑΙ ΑΠΟ ΤΗΝ ΑΝΤΙΠΟΛΙΤΕΥΣΗ ΣΕ ΕΡΩΤΗΣΕΙΣ ΚΑΙ ΑΝΑΚΟΙΝΩΣΕΙΣ bbox=[695, 287, 1259, 335]
article-deck: Αντιδρά ή αντιπολίτευση γιά τήν αύξηση τού άριθμού ύποψηφίων σέ ορισμένες περιφέρειες.— bbox=[699, 866, 1061, 933]
article-headline: Σκοτώθηκε μαθητής άπό αύτοκίνητο τήν ώρα γυμναστικής bbox=[66, 116, 393, 212]
article-paragraph: ΘΕΣΣΑΛΟΝΙΚΗ, 16.— Τήν ανάκληση τής αποφάσεως γιά τήν ανέγερση ναού στήν παραλία τής Θεσσαλονίκης ζητεί ό Σύλλογος Αρχιτεκτόνων μέ ανακοίνωσή του. bbox=[688, 1421, 874, 1503]
article-paragraph: Στήν περίπτωση πού δέν θά ικανοποιηθούν τά αιτήματα, θά γίνει νέα απεργία στίς 20 καί 21 Μαρτίου. bbox=[1284, 358, 1560, 407]
